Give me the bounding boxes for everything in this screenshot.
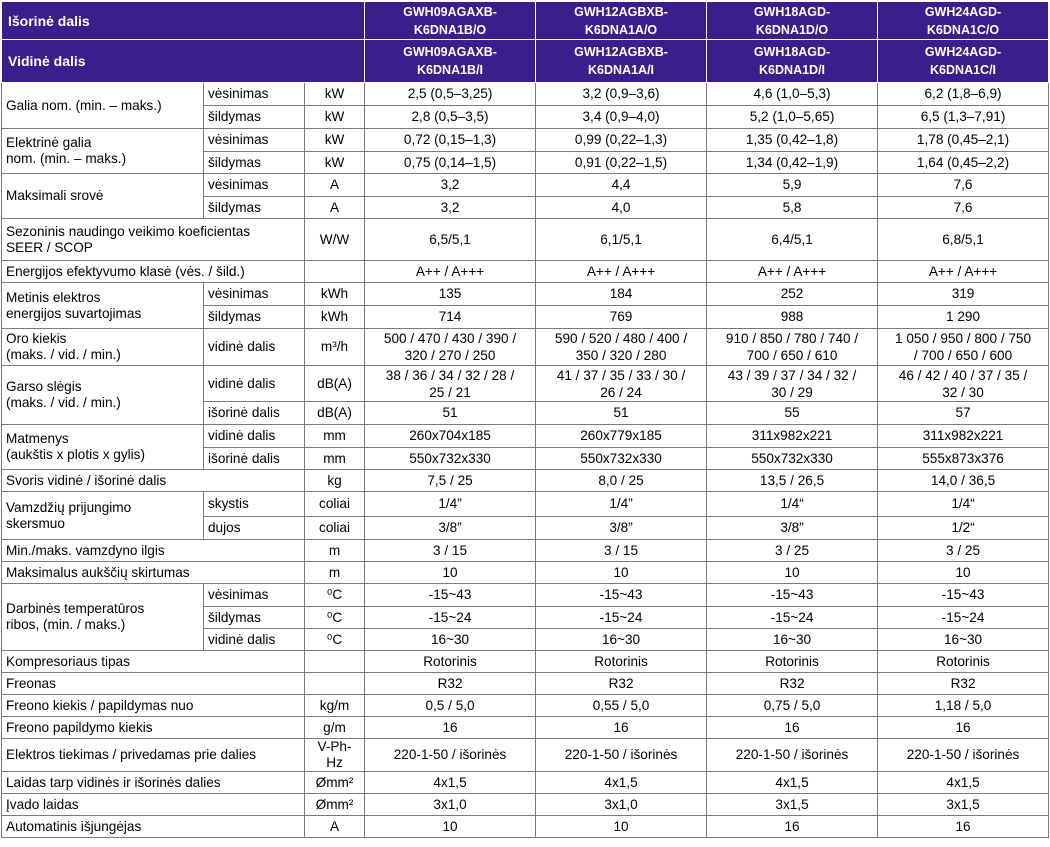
spec-sublabel: šildymas xyxy=(204,197,305,219)
table-row xyxy=(2,651,1049,673)
spec-sublabel: išorinė dalis xyxy=(204,402,305,425)
value-cell: 500 / 470 / 430 / 390 / 320 / 270 / 250 xyxy=(365,329,536,366)
value-cell: 4,0 xyxy=(536,197,707,219)
value-cell: Rotorinis xyxy=(365,651,536,673)
value-cell: 16~30 xyxy=(707,629,878,651)
value-cell: 3 / 25 xyxy=(878,540,1049,562)
table-row xyxy=(2,584,1049,607)
value-cell: 1,18 / 5,0 xyxy=(878,695,1049,717)
spec-label: Maksimalus aukščių skirtumas xyxy=(2,562,305,584)
value-cell: 16 xyxy=(536,717,707,739)
table-row xyxy=(2,129,1049,152)
value-cell: 910 / 850 / 780 / 740 / 700 / 650 / 610 xyxy=(707,329,878,366)
value-cell: Rotorinis xyxy=(707,651,878,673)
value-cell: 252 xyxy=(707,283,878,306)
table-row xyxy=(2,739,1049,772)
value-cell: 0,55 / 5,0 xyxy=(536,695,707,717)
value-cell: 1/4“ xyxy=(707,492,878,517)
value-cell: 16~30 xyxy=(878,629,1049,651)
spec-label: Elektros tiekimas / privedamas prie dalies xyxy=(2,739,305,772)
value-cell: 6,5 (1,3–7,91) xyxy=(878,106,1049,129)
spec-sublabel: vėsinimas xyxy=(204,584,305,607)
value-cell: 4x1,5 xyxy=(878,772,1049,794)
spec-sublabel: vidinė dalis xyxy=(204,366,305,402)
value-cell: 1,78 (0,45–2,1) xyxy=(878,129,1049,152)
unit-cell: A xyxy=(305,174,365,197)
header-row-indoor xyxy=(2,40,1049,83)
outdoor-unit-label: Išorinė dalis xyxy=(2,2,365,40)
value-cell: 3x1,0 xyxy=(536,794,707,816)
unit-cell: kW xyxy=(305,129,365,152)
value-cell: 46 / 42 / 40 / 37 / 35 / 32 / 30 xyxy=(878,366,1049,402)
spec-label: Kompresoriaus tipas xyxy=(2,651,305,673)
value-cell: 311x982x221 xyxy=(707,425,878,448)
value-cell: 1 050 / 950 / 800 / 750 / 700 / 650 / 600 xyxy=(878,329,1049,366)
outdoor-model: GWH12AGBXB- K6DNA1A/O xyxy=(536,2,707,40)
value-cell: 16 xyxy=(707,816,878,838)
value-cell: 220-1-50 / išorinės xyxy=(365,739,536,772)
table-row xyxy=(2,174,1049,197)
value-cell: 51 xyxy=(536,402,707,425)
spec-label: Min./maks. vamzdyno ilgis xyxy=(2,540,305,562)
value-cell: Rotorinis xyxy=(536,651,707,673)
spec-label: Oro kiekis (maks. / vid. / min.) xyxy=(2,329,204,366)
table-row xyxy=(2,695,1049,717)
table-row xyxy=(2,673,1049,695)
value-cell: 0,91 (0,22–1,5) xyxy=(536,152,707,174)
value-cell: 319 xyxy=(878,283,1049,306)
spec-label: Sezoninis naudingo veikimo koeficientas SEER / SCOP xyxy=(2,219,305,261)
value-cell: 3 / 15 xyxy=(365,540,536,562)
value-cell: 6,5/5,1 xyxy=(365,219,536,261)
unit-cell: kg/m xyxy=(305,695,365,717)
unit-cell: mm xyxy=(305,425,365,448)
unit-cell: kWh xyxy=(305,306,365,329)
unit-cell: ⁰C xyxy=(305,607,365,629)
indoor-model: GWH24AGD- K6DNA1C/I xyxy=(878,40,1049,83)
unit-cell: mm xyxy=(305,448,365,470)
unit-cell: dB(A) xyxy=(305,366,365,402)
spec-label: Elektrinė galia nom. (min. – maks.) xyxy=(2,129,204,174)
spec-label: Freono papildymo kiekis xyxy=(2,717,305,739)
table-row xyxy=(2,329,1049,366)
value-cell: -15~43 xyxy=(365,584,536,607)
value-cell: 14,0 / 36,5 xyxy=(878,470,1049,492)
spec-sublabel: šildymas xyxy=(204,152,305,174)
value-cell: 16 xyxy=(707,717,878,739)
unit-cell xyxy=(305,673,365,695)
value-cell: 1,34 (0,42–1,9) xyxy=(707,152,878,174)
value-cell: 714 xyxy=(365,306,536,329)
value-cell: 10 xyxy=(878,562,1049,584)
table-row xyxy=(2,366,1049,402)
value-cell: 51 xyxy=(365,402,536,425)
value-cell: A++ / A+++ xyxy=(878,261,1049,283)
spec-sublabel: vidinė dalis xyxy=(204,425,305,448)
spec-sublabel: vėsinimas xyxy=(204,83,305,106)
value-cell: 550x732x330 xyxy=(365,448,536,470)
value-cell: 590 / 520 / 480 / 400 / 350 / 320 / 280 xyxy=(536,329,707,366)
table-row xyxy=(2,83,1049,106)
value-cell: 3 / 25 xyxy=(707,540,878,562)
value-cell: 1/4” xyxy=(536,492,707,517)
spec-label: Maksimali srovė xyxy=(2,174,204,219)
unit-cell: m³/h xyxy=(305,329,365,366)
outdoor-model: GWH09AGAXB- K6DNA1B/O xyxy=(365,2,536,40)
outdoor-model: GWH24AGD- K6DNA1C/O xyxy=(878,2,1049,40)
spec-sublabel: vėsinimas xyxy=(204,129,305,152)
outdoor-model: GWH18AGD- K6DNA1D/O xyxy=(707,2,878,40)
value-cell: 1/4” xyxy=(365,492,536,517)
table-row xyxy=(2,261,1049,283)
value-cell: 10 xyxy=(707,562,878,584)
spec-sublabel: dujos xyxy=(204,517,305,540)
value-cell: 55 xyxy=(707,402,878,425)
spec-label: Automatinis išjungėjas xyxy=(2,816,305,838)
spec-label: Darbinės temperatūros ribos, (min. / maks.) xyxy=(2,584,204,651)
value-cell: 4x1,5 xyxy=(365,772,536,794)
table-row xyxy=(2,540,1049,562)
value-cell: 1,64 (0,45–2,2) xyxy=(878,152,1049,174)
unit-cell: A xyxy=(305,816,365,838)
spec-sublabel: šildymas xyxy=(204,607,305,629)
value-cell: 3,2 (0,9–3,6) xyxy=(536,83,707,106)
value-cell: 555x873x376 xyxy=(878,448,1049,470)
spec-label: Įvado laidas xyxy=(2,794,305,816)
unit-cell: Ømm² xyxy=(305,772,365,794)
unit-cell: ⁰C xyxy=(305,584,365,607)
unit-cell: kWh xyxy=(305,283,365,306)
indoor-model: GWH09AGAXB- K6DNA1B/I xyxy=(365,40,536,83)
value-cell: 10 xyxy=(365,816,536,838)
value-cell: 3/8” xyxy=(365,517,536,540)
value-cell: 220-1-50 / išorinės xyxy=(878,739,1049,772)
value-cell: 1,35 (0,42–1,8) xyxy=(707,129,878,152)
value-cell: 38 / 36 / 34 / 32 / 28 / 25 / 21 xyxy=(365,366,536,402)
value-cell: 1/2“ xyxy=(878,517,1049,540)
spec-label: Galia nom. (min. – maks.) xyxy=(2,83,204,129)
unit-cell: kg xyxy=(305,470,365,492)
spec-sublabel: skystis xyxy=(204,492,305,517)
value-cell: 3,2 xyxy=(365,174,536,197)
value-cell: R32 xyxy=(536,673,707,695)
unit-cell: kW xyxy=(305,152,365,174)
value-cell: 43 / 39 / 37 / 34 / 32 / 30 / 29 xyxy=(707,366,878,402)
table-row xyxy=(2,562,1049,584)
header-row-outdoor xyxy=(2,2,1049,40)
value-cell: 3/8” xyxy=(536,517,707,540)
unit-cell: A xyxy=(305,197,365,219)
value-cell: 550x732x330 xyxy=(536,448,707,470)
value-cell: 10 xyxy=(536,816,707,838)
value-cell: R32 xyxy=(878,673,1049,695)
value-cell: R32 xyxy=(707,673,878,695)
unit-cell: W/W xyxy=(305,219,365,261)
spec-sublabel: vidinė dalis xyxy=(204,329,305,366)
value-cell: -15~24 xyxy=(707,607,878,629)
value-cell: 0,99 (0,22–1,3) xyxy=(536,129,707,152)
unit-cell: Ømm² xyxy=(305,794,365,816)
table-row xyxy=(2,492,1049,517)
value-cell: 184 xyxy=(536,283,707,306)
table-row xyxy=(2,816,1049,838)
spec-label: Freono kiekis / papildymas nuo xyxy=(2,695,305,717)
value-cell: 7,6 xyxy=(878,197,1049,219)
spec-label: Vamzdžių prijungimo skersmuo xyxy=(2,492,204,540)
value-cell: A++ / A+++ xyxy=(365,261,536,283)
spec-sublabel: vėsinimas xyxy=(204,174,305,197)
value-cell: 550x732x330 xyxy=(707,448,878,470)
unit-cell: V-Ph- Hz xyxy=(305,739,365,772)
value-cell: 220-1-50 / išorinės xyxy=(536,739,707,772)
spec-label: Laidas tarp vidinės ir išorinės dalies xyxy=(2,772,305,794)
value-cell: 4x1,5 xyxy=(536,772,707,794)
value-cell: 988 xyxy=(707,306,878,329)
value-cell: 0,72 (0,15–1,3) xyxy=(365,129,536,152)
value-cell: 6,4/5,1 xyxy=(707,219,878,261)
value-cell: -15~43 xyxy=(878,584,1049,607)
table-row xyxy=(2,283,1049,306)
value-cell: R32 xyxy=(365,673,536,695)
value-cell: -15~24 xyxy=(878,607,1049,629)
value-cell: 135 xyxy=(365,283,536,306)
spec-sublabel: šildymas xyxy=(204,306,305,329)
spec-sublabel: vidinė dalis xyxy=(204,629,305,651)
value-cell: 5,9 xyxy=(707,174,878,197)
table-row xyxy=(2,772,1049,794)
value-cell: 311x982x221 xyxy=(878,425,1049,448)
unit-cell xyxy=(305,261,365,283)
value-cell: 0,75 / 5,0 xyxy=(707,695,878,717)
spec-label: Metinis elektros energijos suvartojimas xyxy=(2,283,204,329)
value-cell: 260x779x185 xyxy=(536,425,707,448)
value-cell: 4x1,5 xyxy=(707,772,878,794)
value-cell: Rotorinis xyxy=(878,651,1049,673)
spec-label: Garso slėgis (maks. / vid. / min.) xyxy=(2,366,204,425)
value-cell: 6,1/5,1 xyxy=(536,219,707,261)
value-cell: A++ / A+++ xyxy=(536,261,707,283)
spec-label: Svoris vidinė / išorinė dalis xyxy=(2,470,305,492)
value-cell: 3/8” xyxy=(707,517,878,540)
value-cell: 41 / 37 / 35 / 33 / 30 / 26 / 24 xyxy=(536,366,707,402)
table-row xyxy=(2,219,1049,261)
value-cell: 3x1,5 xyxy=(707,794,878,816)
value-cell: 16 xyxy=(878,717,1049,739)
value-cell: 769 xyxy=(536,306,707,329)
value-cell: 16~30 xyxy=(365,629,536,651)
indoor-unit-label: Vidinė dalis xyxy=(2,40,365,83)
unit-cell: kW xyxy=(305,106,365,129)
value-cell: 1 290 xyxy=(878,306,1049,329)
spec-label: Energijos efektyvumo klasė (vės. / šild.) xyxy=(2,261,305,283)
value-cell: 1/4“ xyxy=(878,492,1049,517)
table-row xyxy=(2,717,1049,739)
value-cell: -15~24 xyxy=(536,607,707,629)
value-cell: 8,0 / 25 xyxy=(536,470,707,492)
value-cell: 5,8 xyxy=(707,197,878,219)
table-row xyxy=(2,794,1049,816)
value-cell: 5,2 (1,0–5,65) xyxy=(707,106,878,129)
indoor-model: GWH18AGD- K6DNA1D/I xyxy=(707,40,878,83)
unit-cell: m xyxy=(305,562,365,584)
unit-cell: coliai xyxy=(305,492,365,517)
value-cell: 260x704x185 xyxy=(365,425,536,448)
unit-cell xyxy=(305,651,365,673)
value-cell: 7,6 xyxy=(878,174,1049,197)
table-row xyxy=(2,470,1049,492)
value-cell: -15~43 xyxy=(707,584,878,607)
value-cell: 3,4 (0,9–4,0) xyxy=(536,106,707,129)
value-cell: 4,6 (1,0–5,3) xyxy=(707,83,878,106)
value-cell: 10 xyxy=(536,562,707,584)
spec-sublabel: šildymas xyxy=(204,106,305,129)
unit-cell: kW xyxy=(305,83,365,106)
unit-cell: ⁰C xyxy=(305,629,365,651)
value-cell: 16 xyxy=(365,717,536,739)
value-cell: 57 xyxy=(878,402,1049,425)
value-cell: 16 xyxy=(878,816,1049,838)
value-cell: 3x1,0 xyxy=(365,794,536,816)
value-cell: 10 xyxy=(365,562,536,584)
value-cell: 3x1,5 xyxy=(878,794,1049,816)
spec-sublabel: išorinė dalis xyxy=(204,448,305,470)
unit-cell: g/m xyxy=(305,717,365,739)
unit-cell: coliai xyxy=(305,517,365,540)
value-cell: 7,5 / 25 xyxy=(365,470,536,492)
value-cell: 16~30 xyxy=(536,629,707,651)
spec-table xyxy=(1,1,1049,838)
value-cell: 0,75 (0,14–1,5) xyxy=(365,152,536,174)
table-row xyxy=(2,425,1049,448)
value-cell: 3,2 xyxy=(365,197,536,219)
value-cell: 4,4 xyxy=(536,174,707,197)
unit-cell: dB(A) xyxy=(305,402,365,425)
unit-cell: m xyxy=(305,540,365,562)
value-cell: 6,2 (1,8–6,9) xyxy=(878,83,1049,106)
value-cell: -15~24 xyxy=(365,607,536,629)
value-cell: 2,8 (0,5–3,5) xyxy=(365,106,536,129)
spec-label: Matmenys (aukštis x plotis x gylis) xyxy=(2,425,204,470)
value-cell: 6,8/5,1 xyxy=(878,219,1049,261)
value-cell: A++ / A+++ xyxy=(707,261,878,283)
value-cell: 13,5 / 26,5 xyxy=(707,470,878,492)
value-cell: 0,5 / 5,0 xyxy=(365,695,536,717)
indoor-model: GWH12AGBXB- K6DNA1A/I xyxy=(536,40,707,83)
spec-label: Freonas xyxy=(2,673,305,695)
spec-sublabel: vėsinimas xyxy=(204,283,305,306)
value-cell: -15~43 xyxy=(536,584,707,607)
value-cell: 3 / 15 xyxy=(536,540,707,562)
value-cell: 220-1-50 / išorinės xyxy=(707,739,878,772)
value-cell: 2,5 (0,5–3,25) xyxy=(365,83,536,106)
